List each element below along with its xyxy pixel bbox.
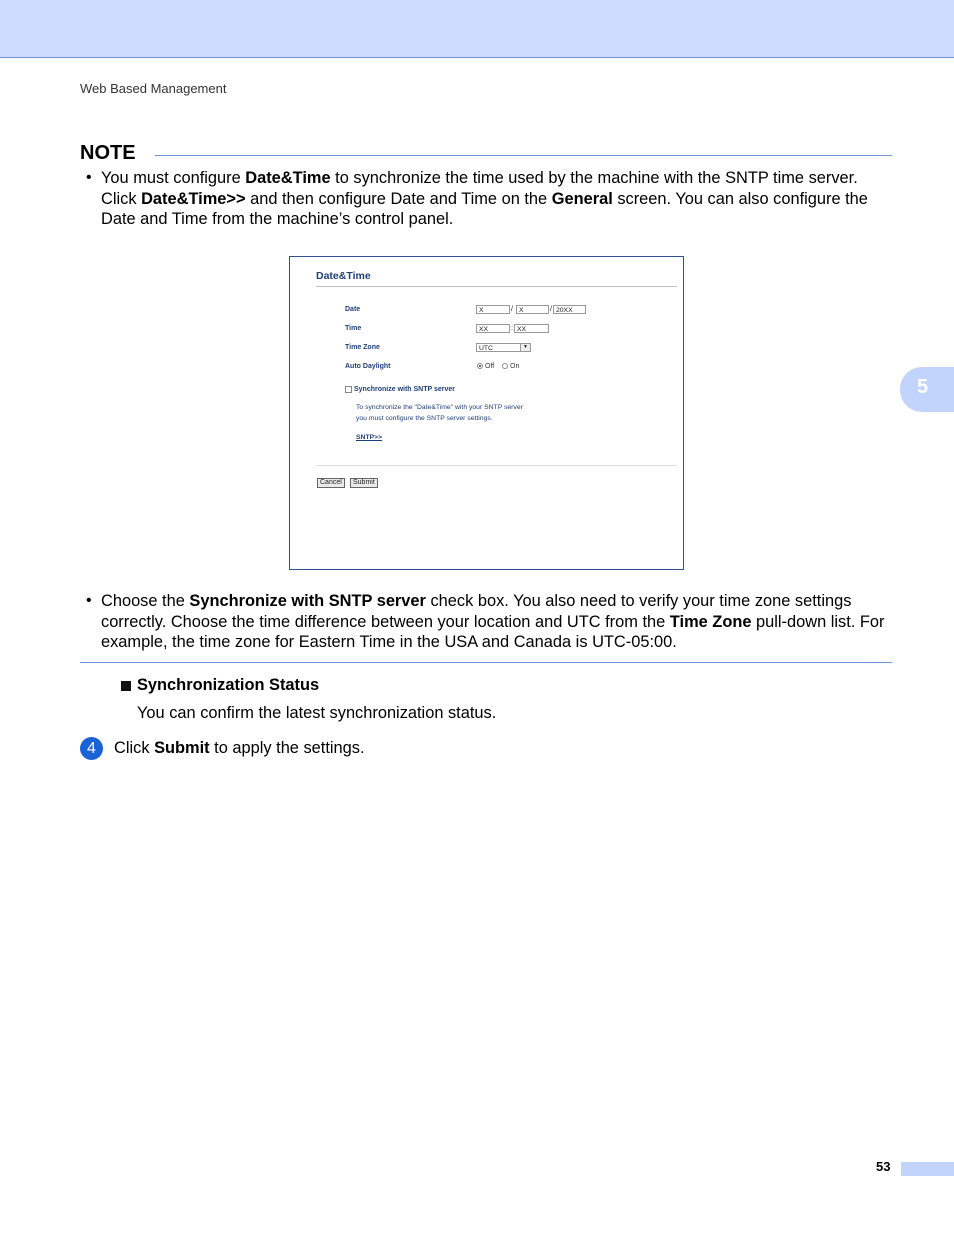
time-separator: : bbox=[511, 325, 513, 332]
auto-daylight-on-radio[interactable] bbox=[502, 363, 508, 369]
page-footer-band bbox=[901, 1162, 954, 1176]
bold-text: Submit bbox=[154, 739, 210, 757]
top-header-band bbox=[0, 0, 954, 58]
bold-text: General bbox=[551, 189, 613, 208]
bullet-dot: • bbox=[86, 169, 92, 186]
text: You must configure bbox=[101, 169, 246, 187]
cancel-button[interactable]: Cancel bbox=[317, 478, 345, 488]
text: screen. You can also configure the Date and Time from the machine’s control panel. bbox=[101, 189, 868, 229]
time-zone-value: UTC bbox=[479, 345, 493, 352]
note-bullet-2 bbox=[101, 591, 892, 653]
date-time-screenshot bbox=[289, 256, 684, 570]
sync-sntp-label: Synchronize with SNTP server bbox=[354, 386, 456, 393]
sync-sntp-checkbox[interactable] bbox=[345, 386, 352, 393]
sntp-help-line-2: you must configure the SNTP server settings. bbox=[356, 415, 493, 422]
date-day-field[interactable]: X bbox=[476, 305, 510, 314]
page-number: 53 bbox=[876, 1159, 891, 1174]
date-label: Date bbox=[345, 306, 361, 313]
time-zone-label: Time Zone bbox=[345, 344, 380, 351]
time-zone-select[interactable] bbox=[476, 343, 531, 352]
sntp-link[interactable]: SNTP>> bbox=[356, 434, 383, 441]
submit-button[interactable]: Submit bbox=[350, 478, 378, 488]
bullet-dot: • bbox=[86, 592, 92, 609]
auto-daylight-off-radio[interactable] bbox=[477, 363, 483, 369]
bold-text: Synchronize with SNTP server bbox=[189, 592, 426, 610]
text: to synchronize the time used by the machine with the SNTP time server. Click bbox=[101, 169, 858, 208]
auto-daylight-off-label: Off bbox=[485, 363, 495, 370]
date-month-field[interactable]: X bbox=[516, 305, 549, 314]
screenshot-divider bbox=[316, 286, 677, 287]
step-text bbox=[114, 739, 365, 758]
bold-text: Date&Time>> bbox=[141, 189, 246, 208]
text: Click bbox=[114, 739, 155, 757]
time-minute-field[interactable]: XX bbox=[514, 324, 549, 333]
step-number-icon: 4 bbox=[80, 737, 103, 760]
bold-text: Time Zone bbox=[669, 612, 752, 631]
auto-daylight-label: Auto Daylight bbox=[345, 363, 391, 370]
square-bullet-icon bbox=[121, 681, 131, 691]
section-text: You can confirm the latest synchronization status. bbox=[137, 704, 497, 722]
text: check box. You also need to verify your time zone settings correctly. Choose the time difference between your location and UTC from the bbox=[101, 592, 852, 631]
time-hour-field[interactable]: XX bbox=[476, 324, 510, 333]
date-year-field[interactable]: 20XX bbox=[553, 305, 586, 314]
chapter-number: 5 bbox=[917, 376, 929, 398]
text: to apply the settings. bbox=[209, 739, 365, 757]
running-header: Web Based Management bbox=[80, 81, 227, 96]
note-title: NOTE bbox=[80, 142, 136, 164]
sntp-help-line-1: To synchronize the "Date&Time" with your SNTP server bbox=[356, 404, 523, 411]
note-end-divider bbox=[80, 662, 892, 663]
note-divider bbox=[155, 155, 892, 156]
auto-daylight-on-label: On bbox=[510, 363, 520, 370]
screenshot-divider-2 bbox=[316, 465, 677, 466]
text: Choose the bbox=[101, 592, 190, 610]
chevron-down-icon: ▼ bbox=[520, 344, 530, 351]
bold-text: Date&Time bbox=[245, 169, 331, 187]
note-bullet-1 bbox=[101, 168, 892, 230]
text: and then configure Date and Time on the bbox=[245, 189, 552, 208]
section-heading: Synchronization Status bbox=[137, 676, 320, 694]
text: pull-down list. For example, the time zone for Eastern Time in the USA and Canada is UTC-05:00. bbox=[101, 612, 885, 652]
screenshot-title: Date&Time bbox=[316, 270, 371, 282]
date-separator: / bbox=[511, 306, 513, 313]
time-label: Time bbox=[345, 325, 362, 332]
date-separator: / bbox=[550, 306, 552, 313]
